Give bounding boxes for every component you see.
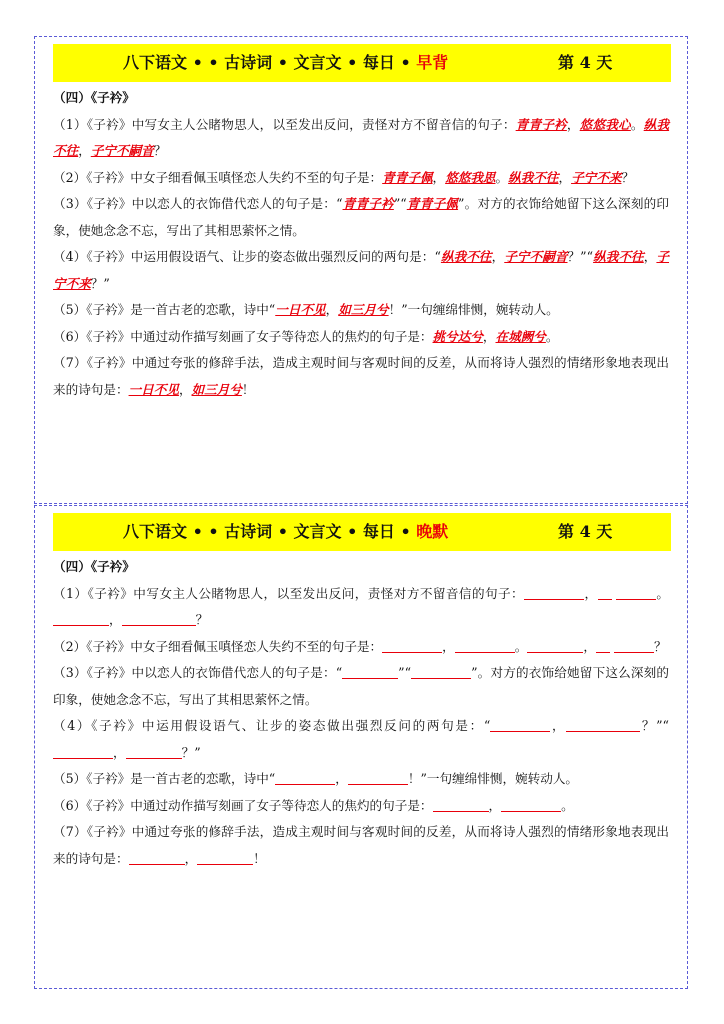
answer-blank[interactable] <box>348 770 408 785</box>
question-2: （2）《子衿》中女子细看佩玉嗔怪恋人失约不至的句子是：青青子佩，悠悠我思。纵我不往，子宁不来？ <box>53 169 635 185</box>
question-7: （7）《子衿》中通过夸张的修辞手法，造成主观时间与客观时间的反差，从而将诗人强烈的情绪形象地表现出来的诗句是：一日不见，如三月兮！ <box>53 355 669 397</box>
question-3: （3）《子衿》中以恋人的衣饰借代恋人的句子是：“ ”“ ”。对方的衣饰给她留下这么深刻的印象，使她念念不忘，写出了其相思萦怀之情。 <box>53 665 669 707</box>
answer: 挑兮达兮 <box>432 328 483 344</box>
answer: 青青子衿 <box>342 196 394 211</box>
morning-banner <box>53 44 671 82</box>
answer-blank[interactable] <box>490 717 550 732</box>
answer: 一日不见 <box>128 381 179 397</box>
answer: 子宁不来 <box>571 169 622 185</box>
question-2: （2）《子衿》中女子细看佩玉嗔怪恋人失约不至的句子是： ， 。 ， ？ <box>53 638 667 654</box>
answer-blank[interactable] <box>455 638 515 653</box>
answer: 纵我不往 <box>508 169 559 185</box>
question-5: （5）《子衿》是一首古老的恋歌，诗中“一日不见，如三月兮！”一句缠绵悱恻，婉转动人。 <box>53 302 559 317</box>
answer: 子宁不来 <box>53 249 670 291</box>
answer-blank[interactable] <box>382 638 442 653</box>
answer: 在城阙兮 <box>495 328 546 344</box>
answer: 子宁不嗣音 <box>504 249 568 264</box>
question-5: （5）《子衿》是一首古老的恋歌，诗中“ ， ！”一句缠绵悱恻，婉转动人。 <box>53 771 579 786</box>
question-7: （7）《子衿》中通过夸张的修辞手法，造成主观时间与客观时间的反差，从而将诗人强烈的情绪形象地表现出来的诗句是： ， ！ <box>53 824 669 866</box>
answer-blank[interactable] <box>501 797 561 812</box>
question-6: （6）《子衿》中通过动作描写刻画了女子等待恋人的焦灼的句子是： ， 。 <box>53 797 574 813</box>
banner-day: 第 4 天 <box>558 53 613 72</box>
answer-blank[interactable] <box>616 585 656 600</box>
answer: 悠悠我思 <box>445 169 496 185</box>
answer: 青青子衿 <box>515 116 567 132</box>
answer-blank[interactable] <box>596 638 610 653</box>
question-4: （4）《子衿》中运用假设语气、让步的姿态做出强烈反问的两句是：“ ， ？”“， ？” <box>53 718 669 760</box>
answer-blank[interactable] <box>411 664 471 679</box>
morning-recitation-card <box>34 36 688 504</box>
answer: 子宁不嗣音 <box>90 143 154 158</box>
answer: 纵我不往 <box>440 249 492 264</box>
answer-blank[interactable] <box>614 638 654 653</box>
answer-blank[interactable] <box>275 770 335 785</box>
answer-blank[interactable] <box>197 850 253 865</box>
banner-title: 八下语文 • • 古诗词 • 文言文 • 每日 • 晚默 <box>123 522 449 541</box>
answer: 悠悠我心 <box>579 116 631 132</box>
question-4: （4）《子衿》中运用假设语气、让步的姿态做出强烈反问的两句是：“纵我不往，子宁不嗣音？”“纵我不往，子宁不来？” <box>53 249 670 291</box>
question-6: （6）《子衿》中通过动作描写刻画了女子等待恋人的焦灼的句子是：挑兮达兮，在城阙兮。 <box>53 328 559 344</box>
answer-blank[interactable] <box>129 850 185 865</box>
answer: 青青子佩 <box>406 196 459 211</box>
evening-content <box>53 554 669 872</box>
answer-blank[interactable] <box>53 744 113 759</box>
answer: 如三月兮 <box>191 381 242 397</box>
question-1: （1）《子衿》中写女主人公睹物思人，以至发出反问，责怪对方不留音信的句子： ， 。， ？ <box>53 585 670 627</box>
section-heading: （四）《子衿》 <box>53 90 135 105</box>
answer-blank[interactable] <box>524 585 584 600</box>
banner-title-highlight: 早背 <box>416 53 449 72</box>
banner-title: 八下语文 • • 古诗词 • 文言文 • 每日 • 早背 <box>123 53 449 72</box>
section-heading: （四）《子衿》 <box>53 559 135 574</box>
question-3: （3）《子衿》中以恋人的衣饰借代恋人的句子是：“青青子衿”“青青子佩”。对方的衣饰给她留下这么深刻的印象，使她念念不忘，写出了其相思萦怀之情。 <box>53 196 669 238</box>
answer: 青青子佩 <box>382 169 433 185</box>
answer: 一日不见 <box>275 302 326 317</box>
question-1: （1）《子衿》中写女主人公睹物思人，以至发出反问，责怪对方不留音信的句子：青青子衿，悠悠我心。纵我不往，子宁不嗣音？ <box>53 116 670 158</box>
answer: 纵我不往 <box>593 249 644 264</box>
answer: 如三月兮 <box>338 302 389 317</box>
evening-dictation-card <box>34 505 688 989</box>
answer: 纵我不往 <box>53 116 670 158</box>
answer-blank[interactable] <box>342 664 398 679</box>
banner-title-highlight: 晚默 <box>416 522 449 541</box>
answer-blank[interactable] <box>122 611 196 626</box>
answer-blank[interactable] <box>53 611 109 626</box>
banner-day: 第 4 天 <box>558 522 613 541</box>
answer-blank[interactable] <box>527 638 583 653</box>
morning-content <box>53 85 669 403</box>
answer-blank[interactable] <box>433 797 489 812</box>
evening-banner <box>53 513 671 551</box>
answer-blank[interactable] <box>566 717 640 732</box>
answer-blank[interactable] <box>598 585 612 600</box>
answer-blank[interactable] <box>126 744 182 759</box>
